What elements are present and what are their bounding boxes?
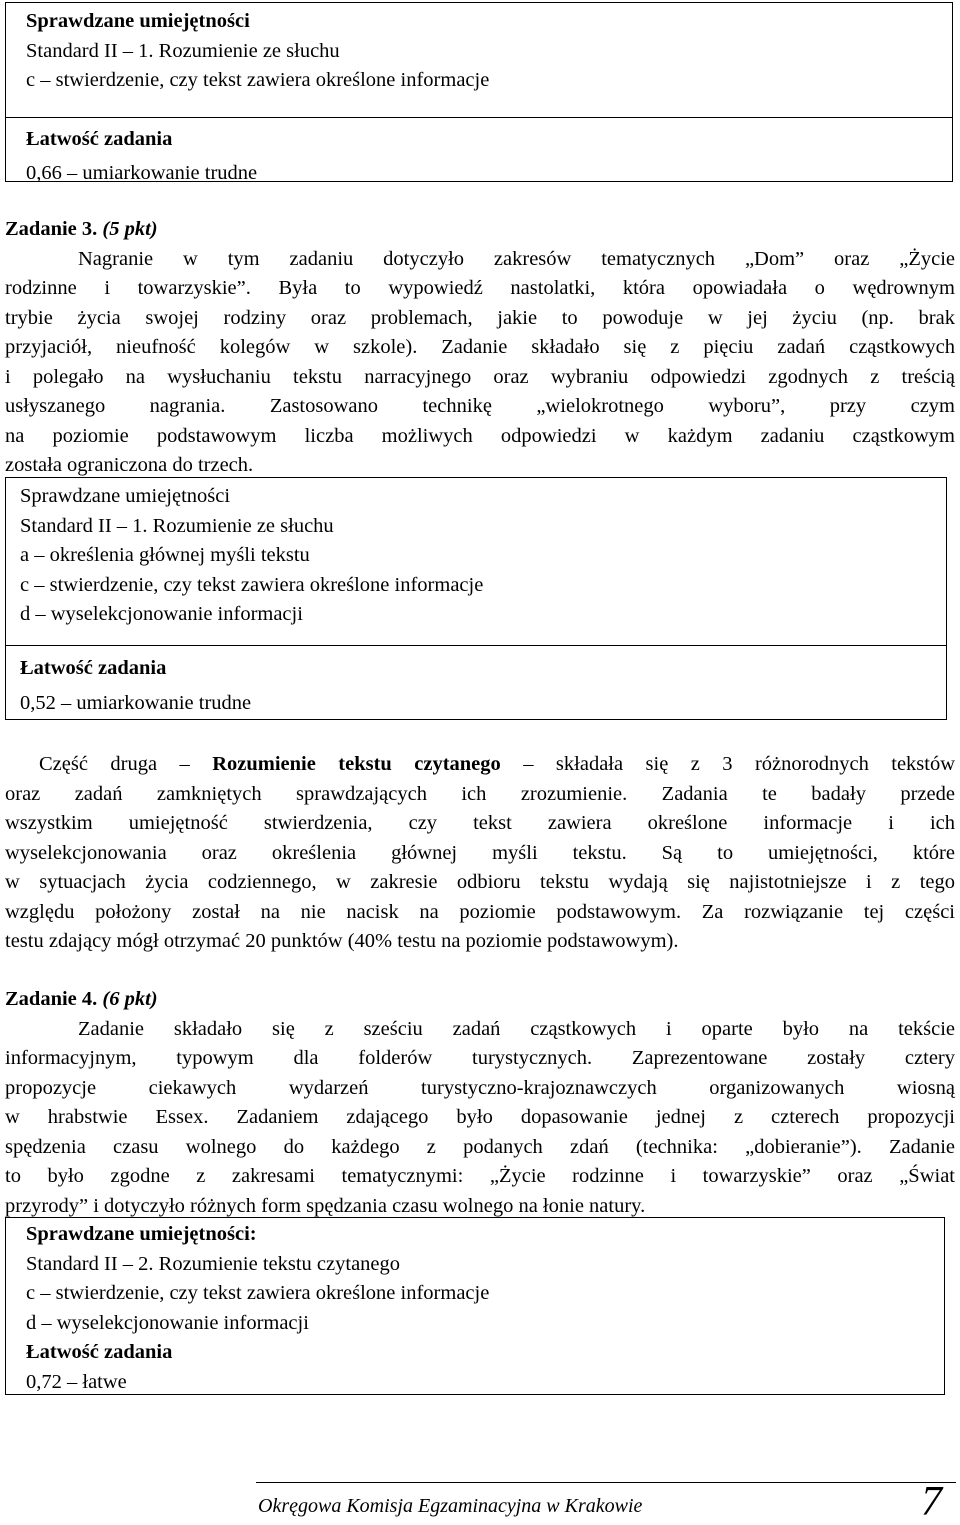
ease-value: 0,72 – łatwe xyxy=(26,1370,127,1393)
skill-item: c – stwierdzenie, czy tekst zawiera określone informacje xyxy=(26,69,490,91)
standard-line: Standard II – 1. Rozumienie ze słuchu xyxy=(26,39,340,62)
paragraph-line: wszystkim umiejętność stwierdzenia, czy tekst zawiera określone informacje i ich xyxy=(5,812,955,834)
skill-item: a – określenia głównej myśli tekstu xyxy=(20,544,310,566)
skills-box-3 xyxy=(5,1217,945,1395)
skills-section xyxy=(6,478,946,645)
task-3 xyxy=(5,215,955,481)
paragraph-line: rodzinne i towarzyskie”. Była to wypowiedź nastolatki, która opowiadała o wędrownym xyxy=(5,277,955,299)
paragraph-line: spędzenia czasu wolnego do każdego z podanych zdań (technika: „dobieranie”). Zadanie xyxy=(5,1135,955,1158)
skills-section xyxy=(6,3,952,117)
part-2-lead: Część druga – xyxy=(39,753,190,775)
paragraph-line: została ograniczona do trzech. xyxy=(5,454,254,476)
paragraph-line: oraz zadań zamkniętych sprawdzających ich zrozumienie. Zadania te badały przede xyxy=(5,782,955,805)
page-number: 7 xyxy=(921,1479,942,1525)
paragraph-line: w sytuacjach życia codziennego, w zakresie odbioru tekstu wydają się najistotniejsze i z tego xyxy=(5,871,955,893)
paragraph-line: i polegało na wysłuchaniu tekstu narracyjnego oraz wybraniu odpowiedzi zgodnych z treścią xyxy=(5,365,955,388)
ease-section xyxy=(6,645,946,718)
paragraph-line: usłyszanego nagrania. Zastosowano technikę „wielokrotnego wyboru”, przy czym xyxy=(5,395,955,417)
standard-line: Standard II – 2. Rozumienie tekstu czytanego xyxy=(26,1252,401,1275)
task-title: Zadanie 3. xyxy=(5,218,98,240)
ease-section xyxy=(6,117,952,188)
paragraph-line: przyjaciół, nieufność kolegów w szkole). Zadanie składało się z pięciu zadań cząstkowych xyxy=(5,336,955,358)
skill-item: d – wyselekcjonowanie informacji xyxy=(26,1311,309,1334)
part-2-first-line xyxy=(5,750,955,780)
paragraph-line: informacyjnym, typowym dla folderów turystycznych. Zaprezentowane zostały cztery xyxy=(5,1047,955,1069)
part-2-rest: – składała się z 3 różnorodnych tekstów xyxy=(523,753,956,775)
paragraph-line: przyrody” i dotyczyło różnych form spędzania czasu wolnego na łonie natury. xyxy=(5,1194,646,1217)
task-points: (5 pkt) xyxy=(102,218,158,240)
paragraph-line: względu położony został na nie nacisk na poziomie podstawowym. Za rozwiązanie tej części xyxy=(5,900,955,923)
skills-heading: Sprawdzane umiejętności xyxy=(20,485,231,507)
ease-value: 0,66 – umiarkowanie trudne xyxy=(26,161,258,184)
skill-item: c – stwierdzenie, czy tekst zawiera określone informacje xyxy=(20,573,484,596)
part-2-bold: Rozumienie tekstu czytanego xyxy=(212,753,501,775)
ease-label: Łatwość zadania xyxy=(26,1341,173,1363)
ease-label: Łatwość zadania xyxy=(20,657,167,679)
task-4 xyxy=(5,985,955,1221)
skills-box-2 xyxy=(5,477,947,720)
paragraph-line: to było zgodne z zakresami tematycznymi: „Życie rodzinne i towarzyskie” oraz „Świat xyxy=(5,1165,955,1187)
footer-institution: Okręgowa Komisja Egzaminacyjna w Krakowie xyxy=(258,1495,643,1517)
paragraph-line: wyselekcjonowania oraz określenia głównej myśli tekstu. Są to umiejętności, które xyxy=(5,841,955,864)
task-points: (6 pkt) xyxy=(102,988,158,1010)
footer-rule xyxy=(256,1482,956,1483)
skills-section xyxy=(6,1218,944,1397)
paragraph-line: w hrabstwie Essex. Zadaniem zdającego było dopasowanie jednej z czterech propozycji xyxy=(5,1106,955,1128)
part-2 xyxy=(5,750,955,957)
paragraph-line: na poziomie podstawowym liczba możliwych odpowiedzi w każdym zadaniu cząstkowym xyxy=(5,424,955,447)
paragraph-line: Nagranie w tym zadaniu dotyczyło zakresów tematycznych „Dom” oraz „Życie xyxy=(78,247,955,270)
paragraph-line: trybie życia swojej rodziny oraz problemach, jakie to powoduje w jej życiu (np. brak xyxy=(5,306,955,329)
ease-label: Łatwość zadania xyxy=(26,128,173,150)
task-4-heading xyxy=(5,985,955,1015)
paragraph-line: Zadanie składało się z sześciu zadań cząstkowych i oparte było na tekście xyxy=(78,1017,955,1040)
paragraph-line: propozycje ciekawych wydarzeń turystyczno-krajoznawczych organizowanych wiosną xyxy=(5,1076,955,1099)
skills-heading: Sprawdzane umiejętności: xyxy=(26,1223,257,1245)
skill-item: d – wyselekcjonowanie informacji xyxy=(20,603,303,625)
task-3-heading xyxy=(5,215,955,245)
paragraph-line: testu zdający mógł otrzymać 20 punktów (40% testu na poziomie podstawowym). xyxy=(5,930,679,952)
skill-item: c – stwierdzenie, czy tekst zawiera określone informacje xyxy=(26,1282,490,1304)
standard-line: Standard II – 1. Rozumienie ze słuchu xyxy=(20,514,334,537)
skills-box-1 xyxy=(5,2,953,182)
skills-heading: Sprawdzane umiejętności xyxy=(26,10,250,32)
ease-value: 0,52 – umiarkowanie trudne xyxy=(20,691,252,714)
task-title: Zadanie 4. xyxy=(5,988,98,1010)
